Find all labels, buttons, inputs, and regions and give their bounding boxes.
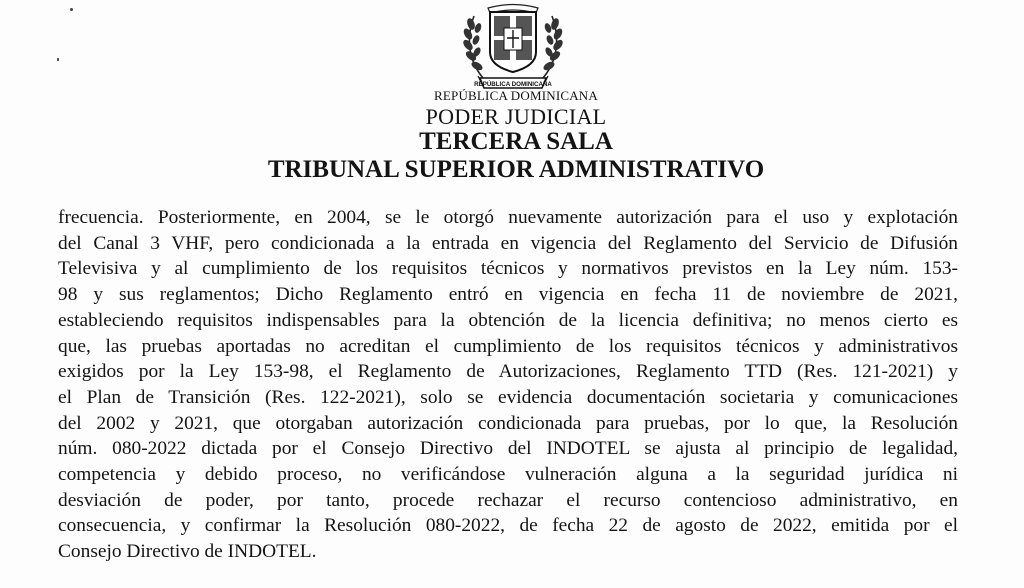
document-body-text [58,205,958,565]
tribunal-title: TRIBUNAL SUPERIOR ADMINISTRATIVO [267,156,765,183]
text-line: del 2002 y 2021, que otorgaban autorización condicionada para pruebas, por lo que, la Resolución [58,412,958,434]
seal-ribbon-text: REPÚBLICA DOMINICANA [474,81,552,88]
text-line: Televisiva y al cumplimiento de los requisitos técnicos y normativos previstos en la Ley núm. 153- [58,258,958,280]
text-line: Consejo Directivo de INDOTEL. [58,541,317,563]
text-line: del Canal 3 VHF, pero condicionada a la entrada en vigencia del Reglamento del Servicio de Difusión [58,232,958,254]
text-line: núm. 080-2022 dictada por el Consejo Directivo del INDOTEL se ajusta al principio de legalidad, [58,438,958,460]
scan-speck [57,58,59,61]
text-line: exigidos por la Ley 153-98, el Reglamento de Autorizaciones, Reglamento TTD (Res. 121-2021) y [58,361,958,383]
text-line: consecuencia, y confirmar la Resolución 080-2022, de fecha 22 de agosto de 2022, emitida por el [58,515,958,537]
text-line: el Plan de Transición (Res. 122-2021), solo se evidencia documentación societaria y comunicaciones [58,386,958,408]
chamber-title: TERCERA SALA [419,128,613,155]
text-line: competencia y debido proceso, no verificándose vulneración alguna a la seguridad jurídica ni [58,464,958,486]
text-line: estableciendo requisitos indispensables para la obtención de la licencia definitiva; no menos cierto es [58,309,958,331]
text-line: frecuencia. Posteriormente, en 2004, se le otorgó nuevamente autorización para el uso y explotación [58,207,958,228]
text-line: que, las pruebas aportadas no acreditan el cumplimiento de los requisitos técnicos y administrativos [58,335,958,357]
text-line: desviación de poder, por tanto, procede rechazar el recurso contencioso administrativo, en [58,489,958,511]
judicial-branch-title: PODER JUDICIAL [425,104,607,129]
text-line: 98 y sus reglamentos; Dicho Reglamento entró en vigencia en fecha 11 de noviembre de 2021, [58,284,958,306]
coat-of-arms-seal [438,0,588,92]
country-name: REPÚBLICA DOMINICANA [434,88,598,103]
scan-speck [70,8,73,11]
